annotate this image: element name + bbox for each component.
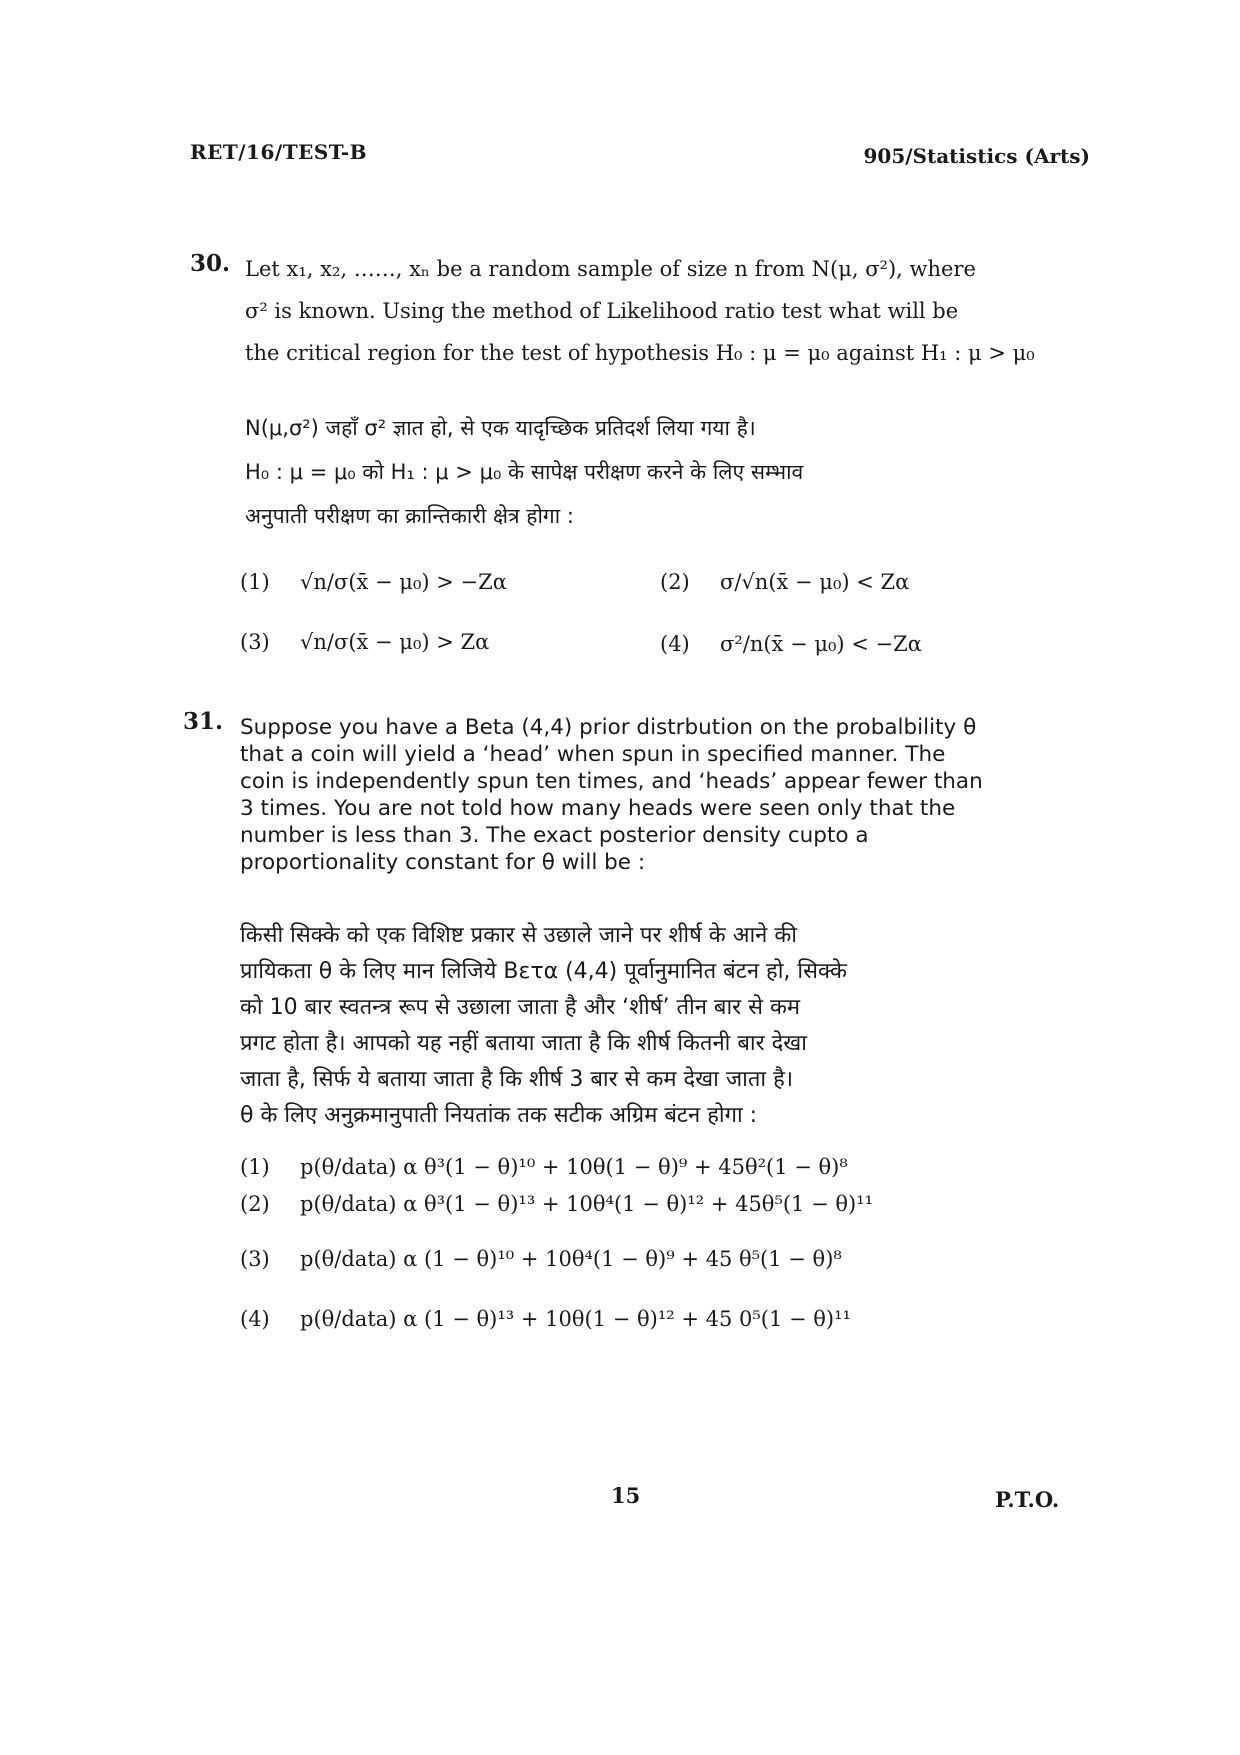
- q31-hi-line: को 10 बार स्वतन्त्र रूप से उछाला जाता है और ‘शीर्ष’ तीन बार से कम: [240, 995, 801, 1020]
- option-text: p(θ/data) α (1 − θ)¹⁰ + 10θ⁴(1 − θ)⁹ + 45 θ⁵(1 − θ)⁸: [300, 1247, 842, 1271]
- q31-option-2: [240, 1192, 873, 1216]
- q31-hi-line: प्रायिकता θ के लिए मान लिजिये Bετα (4,4) पूर्वानुमानित बंटन हो, सिक्के: [240, 959, 847, 984]
- option-number: (1): [240, 570, 270, 594]
- option-text: √n/σ(x̄ − μ₀) > Zα: [300, 630, 490, 654]
- q31-option-4: [240, 1307, 851, 1331]
- question-30-hindi: [245, 406, 803, 538]
- option-number: (1): [240, 1155, 270, 1179]
- q31-hi-line: प्रगट होता है। आपको यह नहीं बताया जाता है कि शीर्ष कितनी बार देखा: [240, 1031, 807, 1056]
- q31-hi-line: जाता है, सिर्फ ये बताया जाता है कि शीर्ष 3 बार से कम देखा जाता है।: [240, 1067, 794, 1092]
- q31-hi-line: किसी सिक्के को एक विशिष्ट प्रकार से उछाले जाने पर शीर्ष के आने की: [240, 923, 797, 948]
- option-number: (2): [240, 1192, 270, 1216]
- option-text: σ²/n(x̄ − μ₀) < −Zα: [720, 632, 922, 656]
- q30-option-2: [660, 570, 909, 594]
- header-subject: 905/Statistics (Arts): [863, 144, 1090, 168]
- q31-en-line: number is less than 3. The exact posterior density cupto a: [240, 823, 869, 848]
- option-number: (3): [240, 630, 270, 654]
- q31-en-line: Suppose you have a Beta (4,4) prior distrbution on the probalbility θ: [240, 715, 977, 740]
- question-30-number: 30.: [190, 250, 231, 277]
- q30-en-line: Let x₁, x₂, ……, xₙ be a random sample of size n from N(μ, σ²), where: [245, 257, 976, 281]
- q30-option-4: [660, 632, 922, 656]
- q31-en-line: coin is independently spun ten times, and ‘heads’ appear fewer than: [240, 769, 983, 794]
- q30-en-line: the critical region for the test of hypothesis H₀ : μ = μ₀ against H₁ : μ > μ₀: [245, 341, 1035, 365]
- pto-label: P.T.O.: [995, 1487, 1060, 1512]
- option-number: (4): [240, 1307, 270, 1331]
- q30-hi-line: H₀ : μ = μ₀ को H₁ : μ > μ₀ के सापेक्ष परीक्षण करने के लिए सम्भाव: [245, 460, 804, 484]
- option-number: (4): [660, 632, 690, 656]
- page-number: 15: [611, 1483, 641, 1508]
- option-number: (2): [660, 570, 690, 594]
- q31-hi-line: θ के लिए अनुक्रमानुपाती नियतांक तक सटीक अग्रिम बंटन होगा :: [240, 1103, 758, 1128]
- option-text: √n/σ(x̄ − μ₀) > −Zα: [300, 570, 507, 594]
- header-test-code: RET/16/TEST-B: [190, 140, 368, 164]
- q30-option-1: [240, 570, 507, 594]
- q31-en-line: that a coin will yield a ‘head’ when spun in specified manner. The: [240, 742, 946, 767]
- option-number: (3): [240, 1247, 270, 1271]
- option-text: p(θ/data) α θ³(1 − θ)¹³ + 10θ⁴(1 − θ)¹² + 45θ⁵(1 − θ)¹¹: [300, 1192, 874, 1216]
- q30-option-3: [240, 630, 489, 654]
- q31-en-line: 3 times. You are not told how many heads were seen only that the: [240, 796, 956, 821]
- q31-option-1: [240, 1155, 848, 1179]
- question-31-number: 31.: [183, 708, 224, 735]
- question-31-english: [240, 714, 983, 876]
- question-31-hindi: [240, 918, 847, 1134]
- option-text: σ/√n(x̄ − μ₀) < Zα: [720, 570, 910, 594]
- option-text: p(θ/data) α (1 − θ)¹³ + 10θ(1 − θ)¹² + 45 0⁵(1 − θ)¹¹: [300, 1307, 851, 1331]
- q30-hi-line: N(μ,σ²) जहाँ σ² ज्ञात हो, से एक यादृच्छिक प्रतिदर्श लिया गया है।: [245, 416, 756, 440]
- q30-en-line: σ² is known. Using the method of Likelihood ratio test what will be: [245, 299, 959, 323]
- q30-hi-line: अनुपाती परीक्षण का क्रान्तिकारी क्षेत्र होगा :: [245, 504, 574, 528]
- option-text: p(θ/data) α θ³(1 − θ)¹⁰ + 10θ(1 − θ)⁹ + 45θ²(1 − θ)⁸: [300, 1155, 848, 1179]
- q31-en-line: proportionality constant for θ will be :: [240, 850, 646, 875]
- question-30-english: [245, 248, 1035, 374]
- q31-option-3: [240, 1247, 842, 1271]
